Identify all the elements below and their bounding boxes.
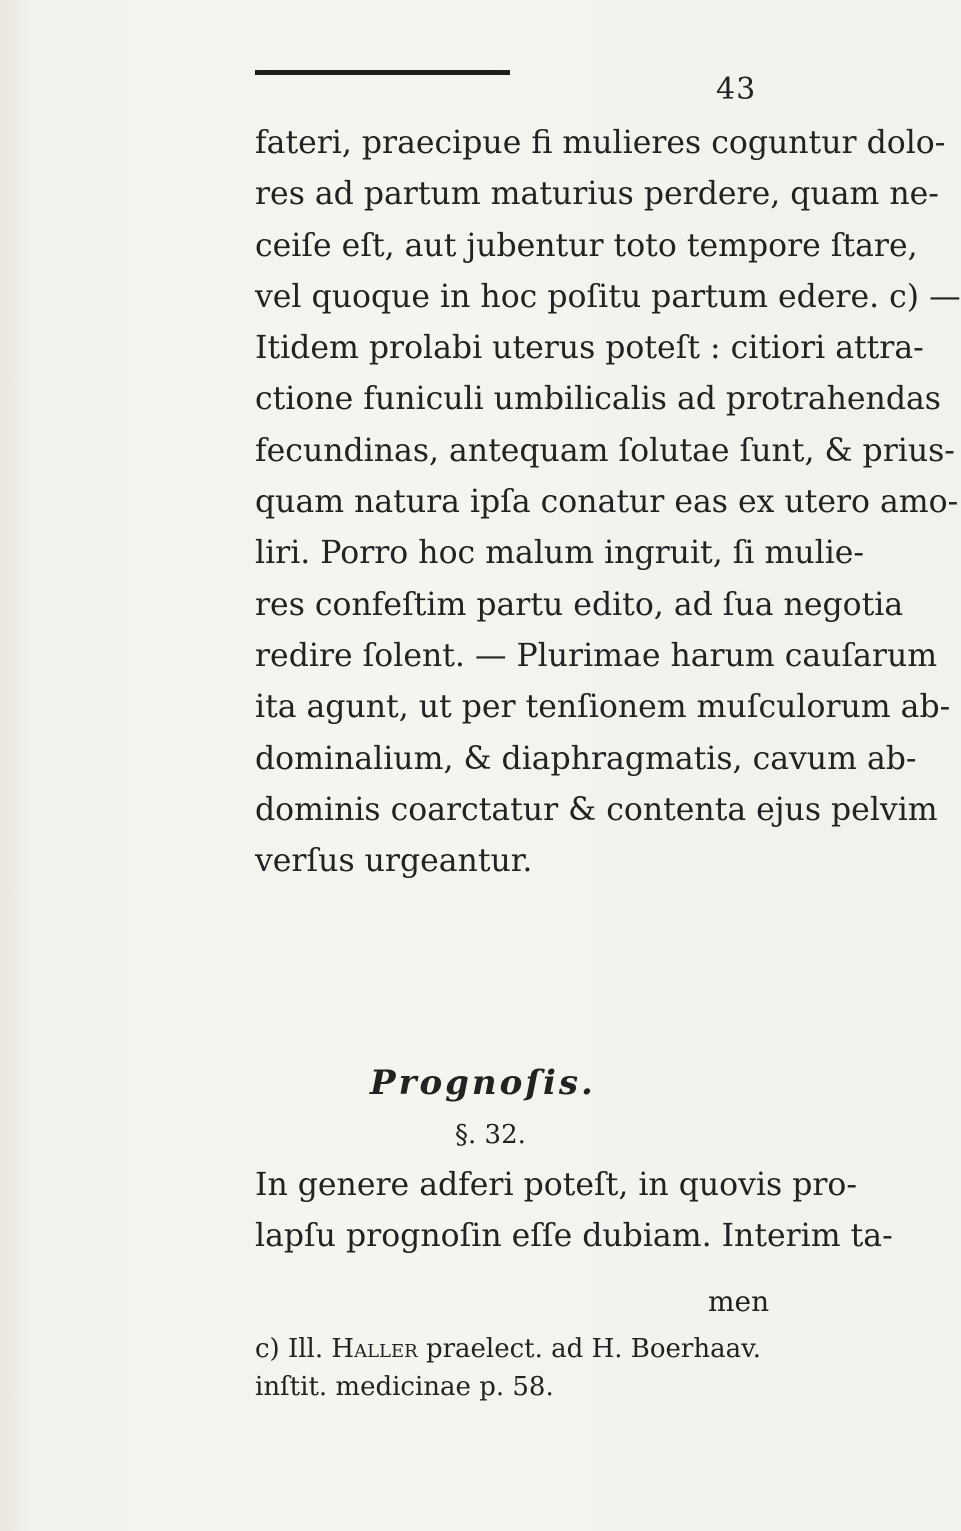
footnote-marker: c) Ill.	[255, 1334, 324, 1364]
catchword: men	[708, 1285, 770, 1318]
page-number: 43	[716, 72, 757, 107]
text-line: ita agunt, ut per tenſionem muſculorum ab-	[255, 689, 951, 726]
text-line: vel quoque in hoc poſitu partum edere. c) —	[255, 278, 961, 315]
footnote-line: inſtit. medicinae p. 58.	[255, 1372, 554, 1402]
text-line: verſus urgeantur.	[255, 843, 533, 880]
text-line: Itidem prolabi uterus poteſt : citiori attra-	[255, 330, 924, 367]
section-number: §. 32.	[455, 1120, 526, 1150]
text-line: dominalium, & diaphragmatis, cavum ab-	[255, 740, 917, 777]
text-line: res ad partum maturius perdere, quam ne-	[255, 176, 939, 213]
footnote-text: praelect. ad H. Boerhaav.	[425, 1334, 761, 1364]
footnote	[255, 1330, 795, 1406]
section-heading: Prognoſis.	[370, 1063, 596, 1103]
main-paragraph	[255, 118, 961, 887]
text-line: fecundinas, antequam ſolutae ſunt, & prius-	[255, 432, 955, 469]
text-line: liri. Porro hoc malum ingruit, ſi mulie-	[255, 535, 865, 572]
header-rule	[255, 70, 510, 75]
text-line: res confeſtim partu edito, ad ſua negotia	[255, 586, 904, 623]
text-line: ceiſe eſt, aut jubentur toto tempore ſtare,	[255, 227, 918, 264]
text-line: ctione funiculi umbilicalis ad protrahendas	[255, 381, 941, 418]
section-paragraph	[255, 1160, 893, 1263]
text-line: quam natura ipſa conatur eas ex utero amo-	[255, 484, 959, 521]
text-line: fateri, praecipue fi mulieres coguntur dolo-	[255, 125, 946, 161]
text-line: In genere adferi poteſt, in quovis pro-	[255, 1167, 858, 1203]
footnote-line	[255, 1330, 795, 1368]
text-line: lapſu prognoſin eſſe dubiam. Interim ta-	[255, 1218, 893, 1255]
text-line: redire ſolent. — Plurimae harum cauſarum	[255, 637, 938, 674]
text-line: dominis coarctatur & contenta ejus pelvim	[255, 791, 938, 828]
footnote-author: Haller	[331, 1334, 418, 1364]
